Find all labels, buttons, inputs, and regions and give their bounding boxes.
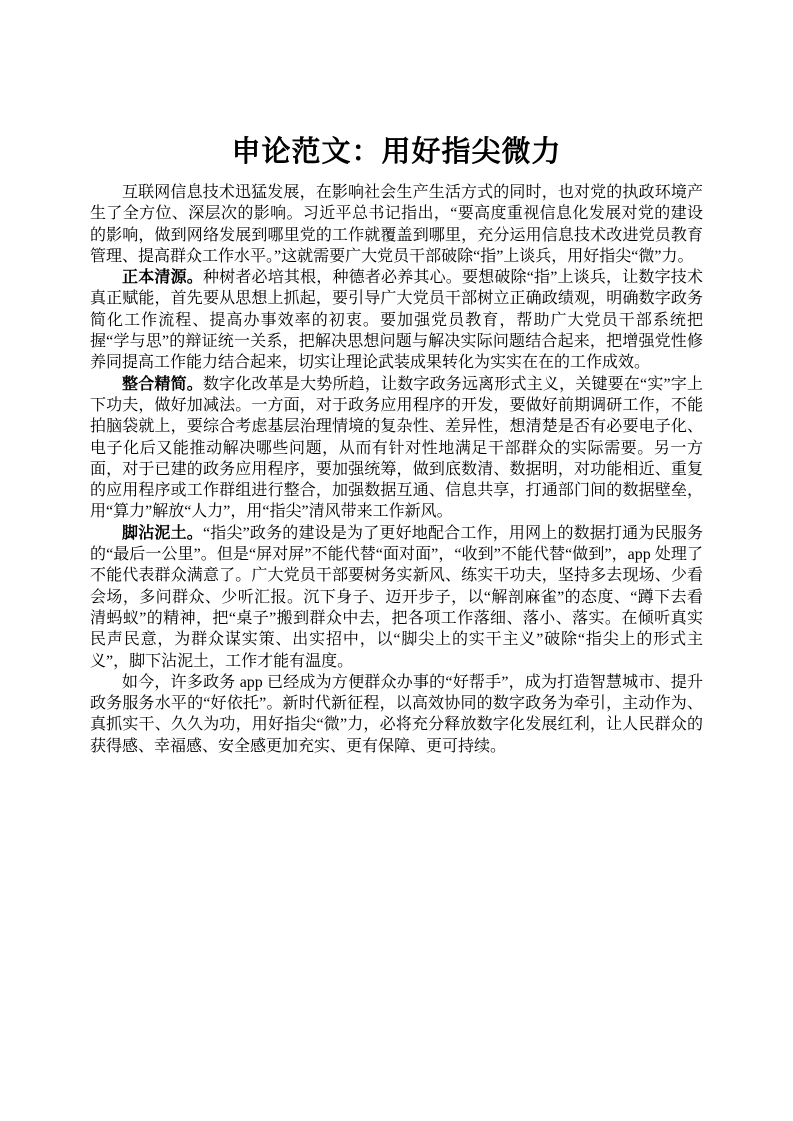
paragraph-zhenghe-jingjian	[90, 374, 703, 523]
paragraph-text: 如今，许多政务 app 已经成为方便群众办事的“好帮手”，成为打造智慧城市、提升政务服务水平的“好依托”。新时代新征程，以高效协同的数字政务为牵引，主动作为、真抓实干、久久为功，用好指尖“微”力，必将充分释放数字化发展红利，让人民群众的获得感、幸福感、安全感更加充实、更有保障、更可持续。	[90, 673, 703, 755]
document-title: 申论范文：用好指尖微力	[231, 136, 562, 168]
paragraph-lead: 脚沾泥土。	[122, 524, 203, 542]
paragraph-conclusion	[90, 672, 703, 757]
paragraph-text: 数字化改革是大势所趋，让数字政务远离形式主义，关键要在“实”字上下功夫，做好加减法。一方面，对于政务应用程序的开发，要做好前期调研工作，不能拍脑袋就上，要综合考虑基层治理情境的复杂性、差异性，想清楚是否有必要电子化、电子化后又能推动解决哪些问题，从而有针对性地满足干部群众的实际需要。另一方面，对于已建的政务应用程序，要加强统筹，做到底数清、数据明，对功能相近、重复的应用程序或工作群组进行整合，加强数据互通、信息共享，打通部门间的数据壁垒，用“算力”解放“人力”，用“指尖”清风带来工作新风。	[90, 375, 703, 521]
paragraph-text: 互联网信息技术迅猛发展，在影响社会生产生活方式的同时，也对党的执政环境产生了全方位、深层次的影响。习近平总书记指出，“要高度重视信息化发展对党的建设的影响，做到网络发展到哪里党的工作就覆盖到哪里，充分运用信息技术改进党员教育管理、提高群众工作水平。”这就需要广大党员干部破除“指”上谈兵，用好指尖“微”力。	[90, 184, 703, 265]
paragraph-intro	[90, 182, 703, 267]
paragraph-text: 种树者必培其根，种德者必养其心。要想破除“指”上谈兵，让数字技术真正赋能，首先要从思想上抓起，要引导广大党员干部树立正确政绩观，明确数字政务简化工作流程、提高办事效率的初衷。要加强党员教育，帮助广大党员干部系统把握“学与思”的辩证统一关系，把解决思想问题与解决实际问题结合起来，把增强党性修养同提高工作能力结合起来，切实让理论武装成果转化为实实在在的工作成效。	[90, 269, 703, 372]
paragraph-zhengben-qingyuan	[90, 267, 703, 373]
paragraph-text: “指尖”政务的建设是为了更好地配合工作，用网上的数据打通为民服务的“最后一公里”。但是“屏对屏”不能代替“面对面”，“收到”不能代替“做到”，app 处理了不能代表群众满意了。广大党员干部要树务实新风、练实干功夫，坚持多去现场、少看会场，多问群众、少听汇报。沉下身子、迈开步子，以“解剖麻雀”的态度、“蹲下去看清蚂蚁”的精神，把“桌子”搬到群众中去，把各项工作落细、落小、落实。在倾听真实民声民意，为群众谋实策、出实招中，以“脚尖上的实干主义”破除“指尖上的形式主义”，脚下沾泥土，工作才能有温度。	[90, 524, 703, 670]
paragraph-lead: 正本清源。	[122, 269, 203, 287]
paragraph-jiaozhan-nitu	[90, 523, 703, 672]
paragraph-lead: 整合精简。	[122, 375, 203, 393]
